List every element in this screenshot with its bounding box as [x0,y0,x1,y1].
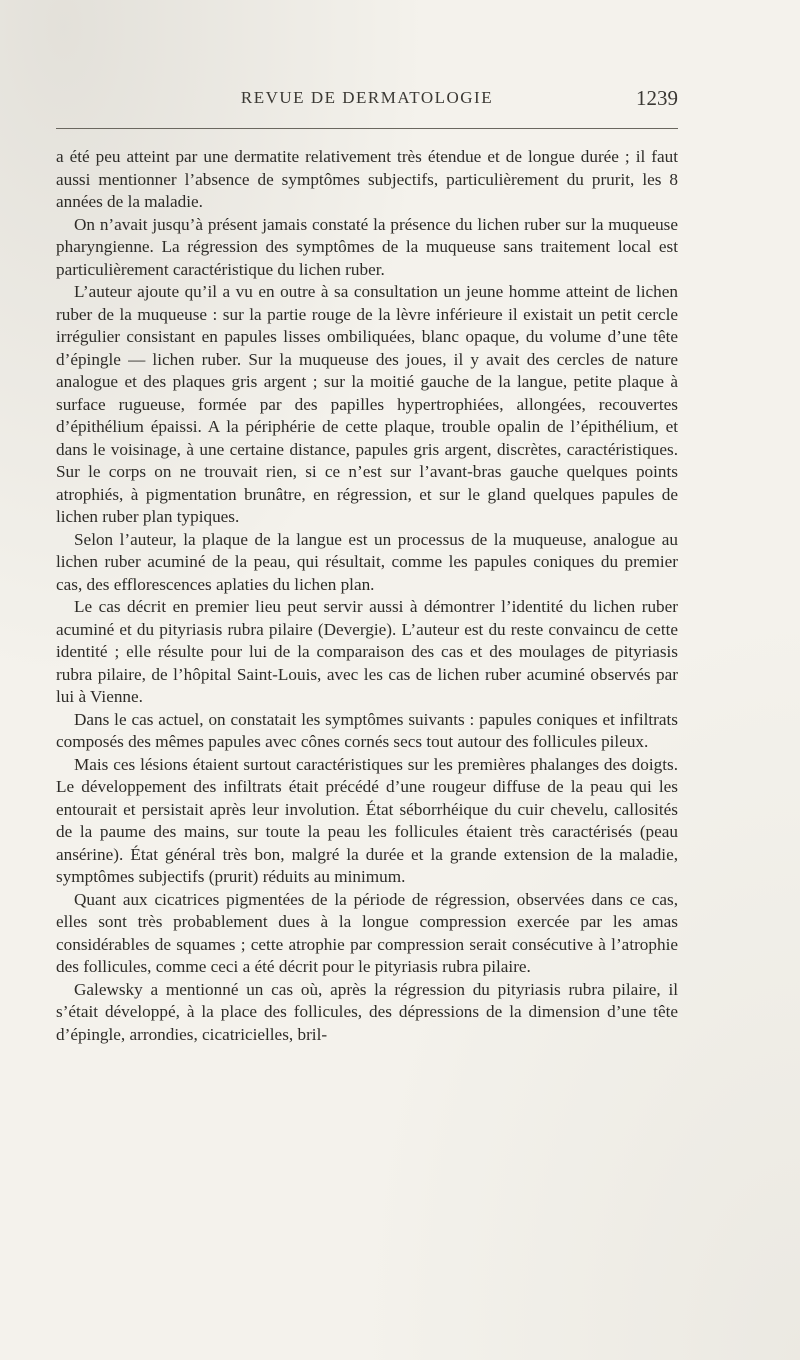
paragraph: Dans le cas actuel, on constatait les symptômes suivants : papules coniques et infiltrats composés des mêmes papules avec cônes cornés secs tout autour des follicules pileux. [56,709,678,751]
body-text [56,146,678,1046]
paragraph: Galewsky a mentionné un cas où, après la régression du pityriasis rubra pilaire, il s’était développé, à la place des follicules, des dépressions de la dimension d’une tête d’épingle, arrondies, cicatricielles, bril- [56,979,678,1044]
paragraph: Le cas décrit en premier lieu peut servir aussi à démontrer l’identité du lichen ruber acuminé et du pityriasis rubra pilaire (Devergie). L’auteur est du reste convaincu de cette identité ; elle résulte pour lui de la comparaison des cas et des moulages de pityriasis rubra pilaire, de l’hôpital Saint-Louis, avec les cas de lichen ruber acuminé observés par lui à Vienne. [56,597,678,706]
page-header [56,88,678,116]
paragraph: Mais ces lésions étaient surtout caractéristiques sur les premières phalanges des doigts. Le développement des infiltrats était précédé d’une rougeur diffuse de la peau qui les entourait et persistait après leur involution. État séborrhéique du cuir chevelu, callosités de la paume des mains, sur toute la peau les follicules étaient très caractérisés (peau ansérine). État général très bon, malgré la durée et la grande extension de la maladie, symptômes subjectifs (prurit) réduits au minimum. [56,754,678,886]
paragraph: a été peu atteint par une dermatite relativement très étendue et de longue durée ; il faut aussi mentionner l’absence de symptômes subjectifs, particulièrement du prurit, les 8 années de la maladie. [56,147,678,211]
page-number: 1239 [636,86,678,110]
paragraph: Quant aux cicatrices pigmentées de la période de régression, observées dans ce cas, elles sont très probablement dues à la longue compression exercée par les amas considérables de squames ; cette atrophie par compression serait consécutive à l’atrophie des follicules, comme ceci a été décrit pour le pityriasis rubra pilaire. [56,889,678,976]
paragraph: Selon l’auteur, la plaque de la langue est un processus de la muqueuse, analogue au lichen ruber acuminé de la peau, qui résultait, comme les papules coniques du premier cas, des efflorescences aplaties du lichen plan. [56,529,678,594]
paragraph: L’auteur ajoute qu’il a vu en outre à sa consultation un jeune homme atteint de lichen ruber de la muqueuse : sur la partie rouge de la lèvre inférieure il existait un petit cercle irrégulier consistant en papules lisses ombiliquées, blanc opaque, du volume d’une tête d’épingle — lichen ruber. Sur la muqueuse des joues, il y avait des cercles de nature analogue et des plaques gris argent ; sur la moitié gauche de la langue, petite plaque à surface rugueuse, formée par des papilles hypertrophiées, allongées, recouvertes d’épithélium épaissi. A la périphérie de cette plaque, trouble opalin de l’épithélium, et dans le voisinage, à une certaine distance, papules gris argent, discrètes, caractéristiques. Sur le corps on ne trouvait rien, si ce n’est sur l’avant-bras gauche quelques points atrophiés, à pigmentation brunâtre, en régression, et sur le gland quelques papules de lichen ruber plan typiques. [56,282,678,526]
header-rule [56,128,678,129]
running-title: REVUE DE DERMATOLOGIE [240,88,494,107]
paragraph: On n’avait jusqu’à présent jamais constaté la présence du lichen ruber sur la muqueuse pharyngienne. La régression des symptômes de la muqueuse sans traitement local est particulièrement caractéristique du lichen ruber. [56,214,678,279]
